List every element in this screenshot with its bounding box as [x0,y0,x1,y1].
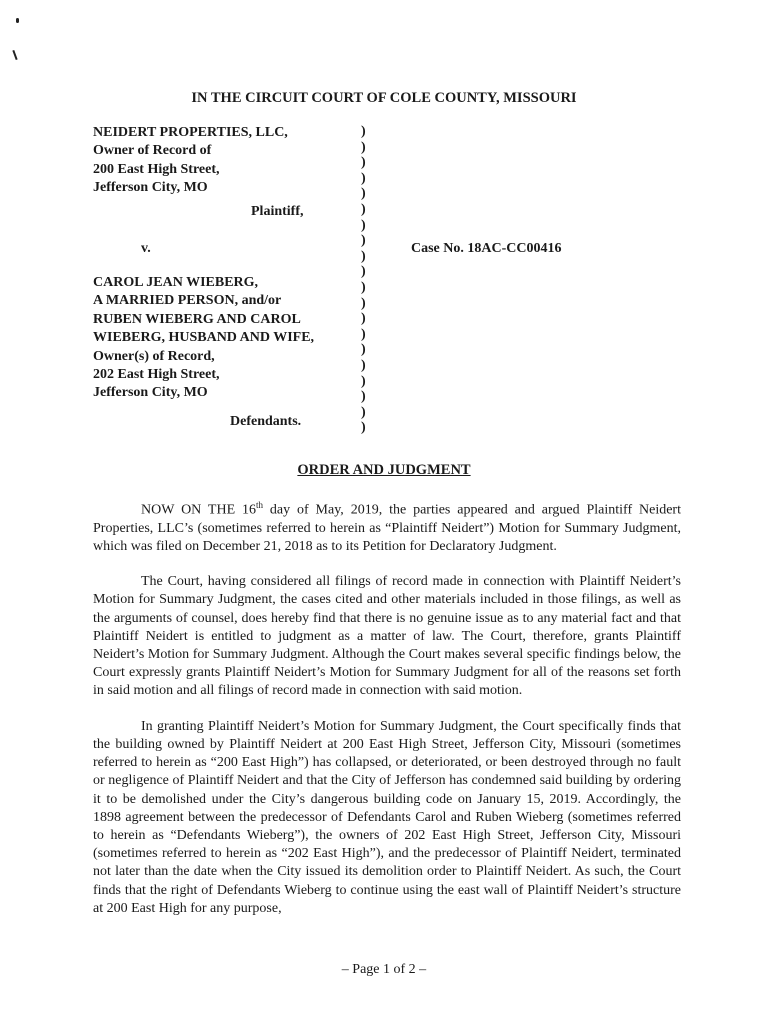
paragraph-1: NOW ON THE 16th day of May, 2019, the parties appeared and argued Plaintiff Neidert Properties, LLC’s (sometimes referred to herein as “Plaintiff Neidert”) Motion for Summary Judgment, which was filed on December 21, 2018 as to its Petition for Declaratory Judgment. [93,500,681,555]
versus: v. [141,241,151,256]
defendant-block [93,274,314,403]
defendant-line: A MARRIED PERSON, and/or [93,293,282,309]
caption-paren: ) [361,342,366,358]
plaintiff-line: Jefferson City, MO [93,180,208,196]
defendant-line: CAROL JEAN WIEBERG, [93,275,259,290]
defendant-line: RUBEN WIEBERG AND CAROL [93,311,301,327]
case-caption [93,124,713,434]
caption-paren: ) [361,373,366,389]
caption-paren: ) [361,326,366,342]
caption-paren: ) [361,233,366,249]
page-footer: – Page 1 of 2 – [341,962,427,977]
plaintiff-role: Plaintiff, [251,204,304,219]
order-title: ORDER AND JUDGMENT [297,462,471,478]
defendant-line: Owner(s) of Record, [93,348,215,364]
caption-paren: ) [361,279,366,295]
defendants-role: Defendants. [230,414,302,429]
caption-paren: ) [361,155,366,171]
caption-paren: ) [361,357,366,373]
caption-paren: ) [361,264,366,280]
plaintiff-line: NEIDERT PROPERTIES, LLC, [93,125,288,140]
caption-paren: ) [361,217,366,233]
caption-paren: ) [361,311,366,327]
order-body [93,496,681,935]
plaintiff-line: Owner of Record of [93,143,212,159]
caption-paren: ) [361,139,366,155]
paragraph-3: In granting Plaintiff Neidert’s Motion for Summary Judgment, the Court specifically finds that the building owned by Plaintiff Neidert at 200 East High Street, Jefferson City, Missouri (sometimes referred to herein as “200 East High”) has collapsed, or deteriorated, or been destroyed through no fault or negligence of Plaintiff Neidert and that the City of Jefferson has condemned said building by ordering it to be demolished under the City’s dangerous building code on January 15, 2019. Accordingly, the 1898 agreement between the predecessor of Defendants Carol and Ruben Wieberg (sometimes referred to herein as “Defendants Wieberg”), the owners of 202 East High Street, Jefferson City, Missouri (sometimes referred to herein as “202 East High”), and the predecessor of Plaintiff Neidert, terminated not later than the date when the City issued its demolition order to Plaintiff Neidert. As such, the Court finds that the right of Defendants Wieberg to continue using the east wall of Plaintiff Neidert’s structure at 200 East High for any purpose, [93,718,681,916]
caption-paren: ) [361,420,366,436]
caption-paren: ) [361,404,366,420]
caption-paren: ) [361,170,366,186]
case-number: Case No. 18AC-CC00416 [411,241,562,256]
caption-paren: ) [361,124,366,139]
defendant-line: 202 East High Street, [93,367,220,383]
defendant-line: Jefferson City, MO [93,385,208,401]
defendant-line: WIEBERG, HUSBAND AND WIFE, [93,330,315,346]
caption-paren: ) [361,248,366,264]
scan-speck [16,18,19,23]
caption-paren: ) [361,295,366,311]
scan-speck [12,50,17,60]
caption-paren: ) [361,201,366,217]
court-title: IN THE CIRCUIT COURT OF COLE COUNTY, MISSOURI [191,90,577,106]
caption-paren: ) [361,186,366,202]
caption-parentheses [361,124,366,436]
plaintiff-block [93,124,288,198]
paragraph-2: The Court, having considered all filings of record made in connection with Plaintiff Neidert’s Motion for Summary Judgment, the cases cited and other materials included in those filings, as well as the arguments of counsel, does hereby find that there is no genuine issue as to any material fact and that Plaintiff Neidert is entitled to judgment as a matter of law. The Court, therefore, grants Plaintiff Neidert’s Motion for Summary Judgment. Although the Court makes several specific findings below, the Court expressly grants Plaintiff Neidert’s Motion for Summary Judgment for all of the reasons set forth in said motion and all filings of record made in connection with said motion. [93,574,681,699]
caption-paren: ) [361,389,366,405]
plaintiff-line: 200 East High Street, [93,161,220,177]
